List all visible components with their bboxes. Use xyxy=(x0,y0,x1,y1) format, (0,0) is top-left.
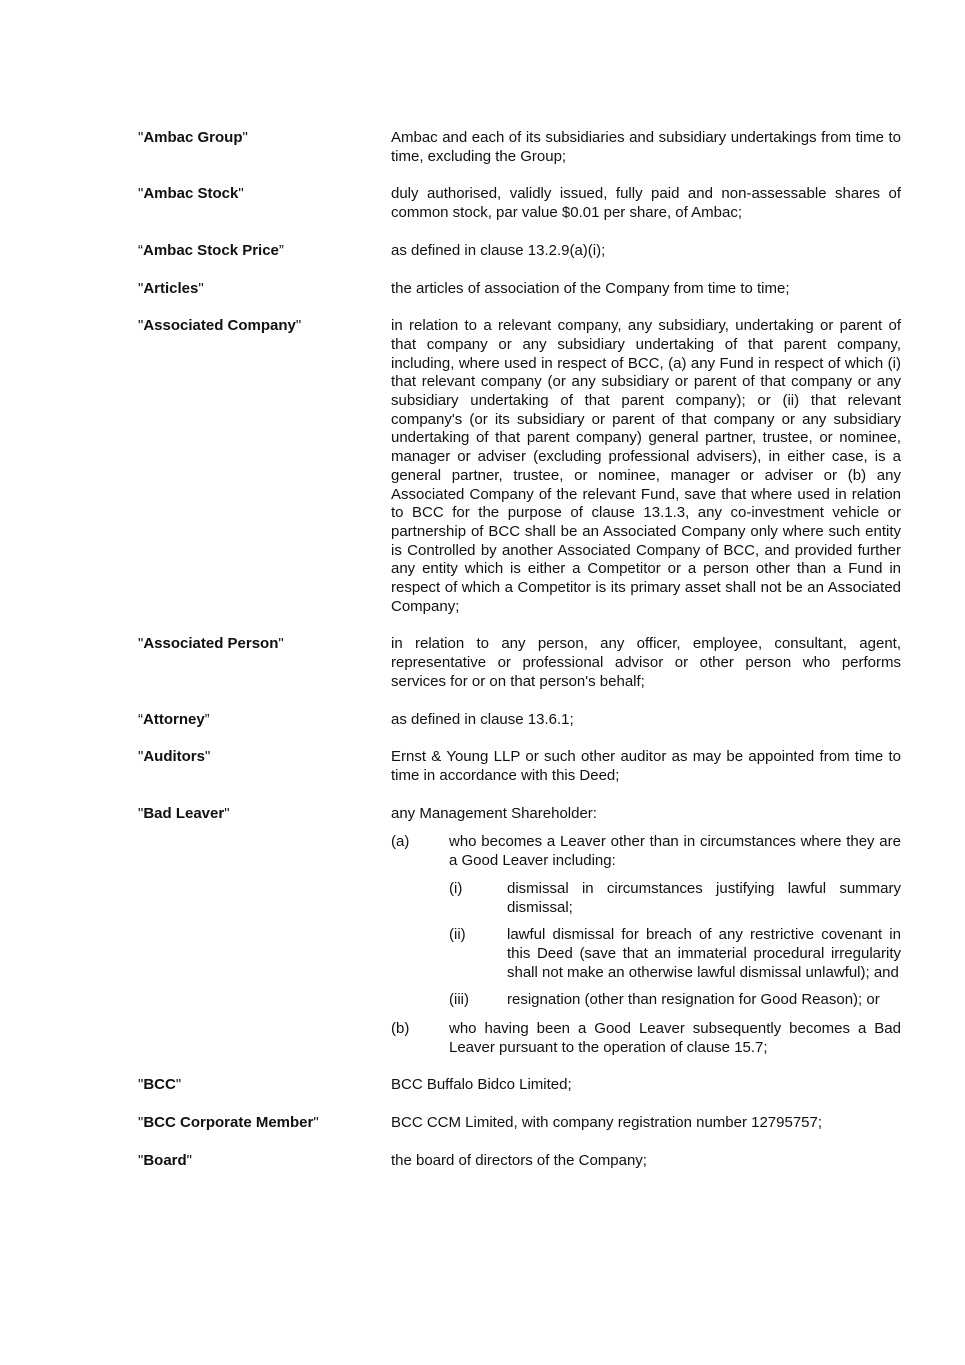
definition-term: “Ambac Stock Price” xyxy=(138,241,284,259)
definition-meaning: as defined in clause 13.2.9(a)(i); xyxy=(391,241,606,259)
definition-meaning: Ernst & Young LLP or such other auditor as may be appointed from time to time in accordance with this Deed; xyxy=(391,748,901,784)
sub-sub-clause-text: resignation (other than resignation for Good Reason); or xyxy=(507,991,880,1009)
definition-term: "Associated Company" xyxy=(138,317,302,335)
sub-sub-clause-ii xyxy=(449,926,901,982)
definition-meaning: BCC CCM Limited, with company registration number 12795757; xyxy=(391,1114,823,1132)
definition-bad-leaver xyxy=(138,805,901,1058)
sub-sub-clause-text: dismissal in circumstances justifying lawful summary dismissal; xyxy=(507,879,901,916)
definition-ambac-stock xyxy=(138,185,901,222)
definition-board xyxy=(138,1152,901,1171)
definition-meaning: duly authorised, validly issued, fully paid and non-assessable shares of common stock, par value $0.01 per share, of Ambac; xyxy=(391,185,901,222)
definition-meaning: in relation to any person, any officer, employee, consultant, agent, representative or professional advisor or other person who performs services for or on that person's behalf; xyxy=(391,635,901,690)
definition-associated-person xyxy=(138,635,901,691)
definition-meaning: the board of directors of the Company; xyxy=(391,1151,647,1169)
definition-bcc xyxy=(138,1076,901,1095)
sub-clause-label: (b) xyxy=(391,1020,410,1038)
sub-sub-clause-label: (iii) xyxy=(449,991,469,1009)
definition-attorney xyxy=(138,711,901,730)
sub-sub-clause-i xyxy=(449,880,901,917)
sub-clause-label: (a) xyxy=(391,833,410,851)
sub-clause-b xyxy=(391,1020,901,1057)
definition-term: "Auditors" xyxy=(138,748,211,766)
sub-clause-content xyxy=(449,833,901,1010)
definition-meaning xyxy=(391,805,901,1058)
definition-bcc-corporate-member xyxy=(138,1114,901,1133)
definition-ambac-group xyxy=(138,129,901,166)
definition-auditors xyxy=(138,748,901,785)
bad-leaver-intro: any Management Shareholder: xyxy=(391,804,597,822)
sub-sub-clause-label: (ii) xyxy=(449,926,466,944)
definition-meaning: the articles of association of the Company from time to time; xyxy=(391,279,790,297)
definition-term: "Ambac Stock" xyxy=(138,185,244,203)
definition-meaning: Ambac and each of its subsidiaries and subsidiary undertakings from time to time, excluding the Group; xyxy=(391,129,901,165)
sub-sub-clause-text: lawful dismissal for breach of any restrictive covenant in this Deed (save that an immaterial procedural irregularity shall not make an otherwise lawful dismissal unlawful); and xyxy=(507,926,901,981)
definition-term: "Bad Leaver" xyxy=(138,804,230,822)
sub-clause-text: who having been a Good Leaver subsequently becomes a Bad Leaver pursuant to the operation of clause 15.7; xyxy=(449,1020,901,1056)
definition-term: "Ambac Group" xyxy=(138,129,248,146)
definition-term: "Articles" xyxy=(138,279,204,297)
definition-term: “Attorney” xyxy=(138,710,210,728)
definition-ambac-stock-price xyxy=(138,242,901,261)
definition-term: "BCC Corporate Member" xyxy=(138,1114,319,1132)
definition-term: "Associated Person" xyxy=(138,635,284,653)
definition-meaning: in relation to a relevant company, any subsidiary, undertaking or parent of that company or any subsidiary undertaking of that parent company, including, where used in respect of BCC, (a) any Fund in respect of which (i) that relevant company (or any subsidiary or parent of that company or any subsidiary undertaking of that parent company); or (ii) that relevant company's (or its subsidiary or parent of that company or any subsidiary undertaking of that parent company) general partner, trustee, or nominee, manager or adviser (excluding professional advisers), in either case, is a general partner, trustee, or nominee, manager or adviser or (b) any Associated Company of the relevant Fund, save that where used in relation to BCC for the purpose of clause 13.1.3, any co-investment vehicle or partnership of BCC shall be an Associated Company only where such entity is Controlled by another Associated Company of BCC, and provided further any entity which is either a Competitor or a person other than a Fund in respect of which a Competitor is its primary asset shall not be an Associated Company; xyxy=(391,317,901,615)
sub-sub-clause-iii xyxy=(449,991,901,1010)
sub-sub-clause-label: (i) xyxy=(449,879,463,897)
sub-clause-text: who becomes a Leaver other than in circumstances where they are a Good Leaver including: xyxy=(449,833,901,870)
definition-articles xyxy=(138,280,901,299)
definitions-list xyxy=(138,129,901,1190)
definition-term: "Board" xyxy=(138,1151,192,1169)
definition-term: "BCC" xyxy=(138,1076,182,1094)
definition-meaning: BCC Buffalo Bidco Limited; xyxy=(391,1076,572,1094)
definition-associated-company xyxy=(138,317,901,616)
definition-meaning: as defined in clause 13.6.1; xyxy=(391,710,574,728)
sub-clause-a xyxy=(391,833,901,1010)
